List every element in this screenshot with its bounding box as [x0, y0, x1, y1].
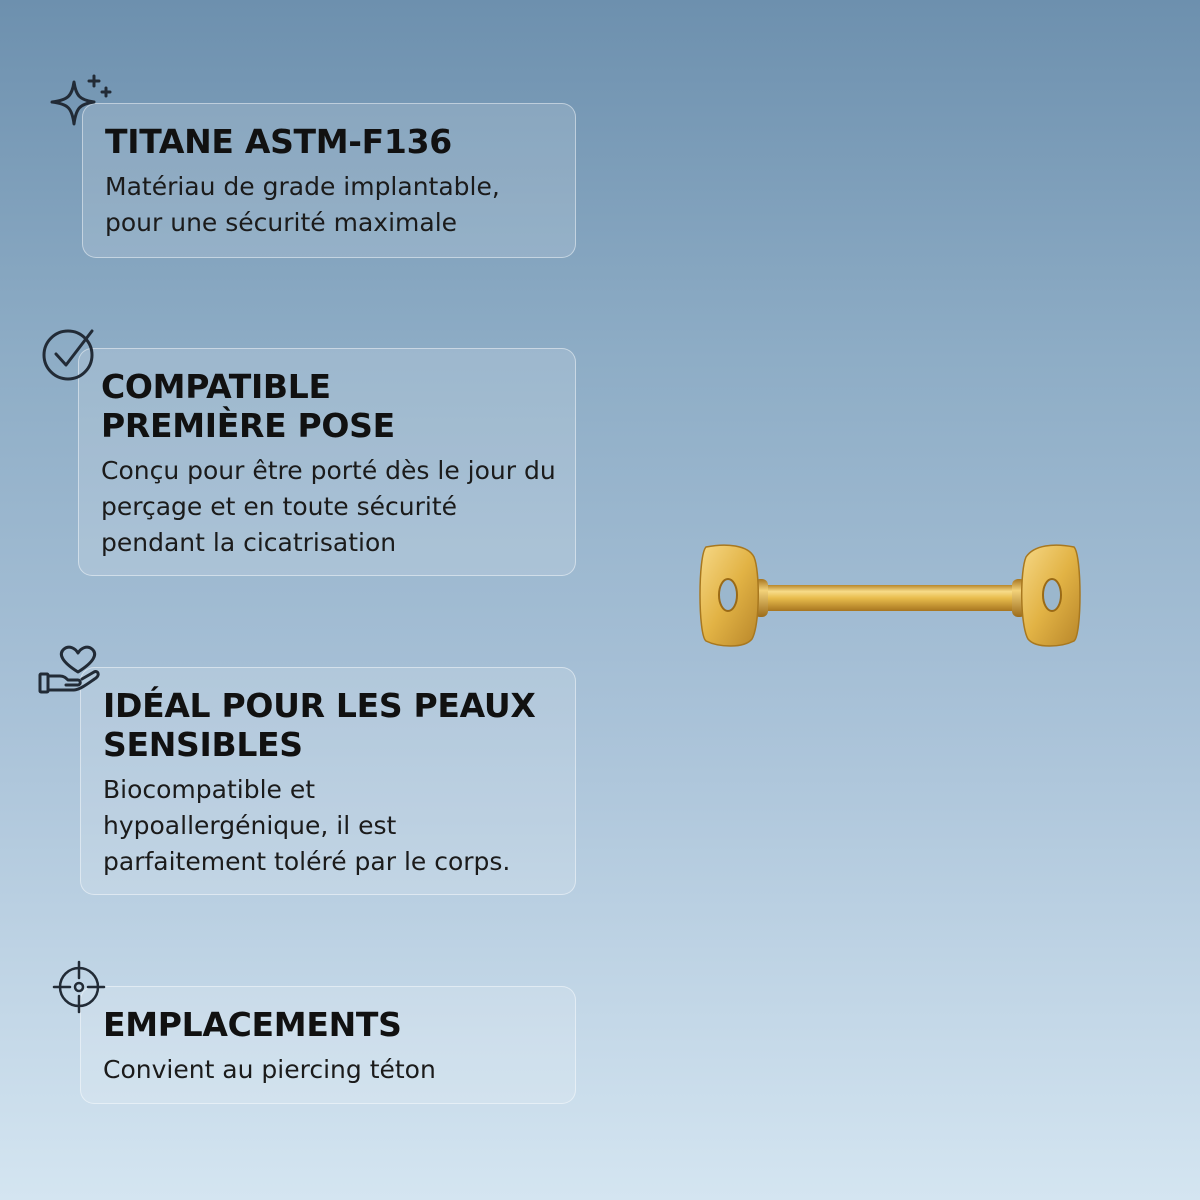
- nipple-barbell-image: [690, 535, 1090, 660]
- feature-description: Conçu pour être porté dès le jour du perçage et en toute sécurité pendant la cicatrisation: [101, 456, 556, 557]
- crosshair-icon: [52, 960, 106, 1014]
- product-image: [690, 535, 1090, 664]
- feature-card-placements: [80, 986, 576, 1104]
- feature-card-first-piercing: [78, 348, 576, 576]
- sparkle-icon: [44, 72, 116, 136]
- check-circle-icon: [42, 327, 100, 383]
- feature-description: Convient au piercing téton: [103, 1055, 436, 1084]
- hand-heart-icon: [38, 644, 108, 698]
- feature-title: COMPATIBLE PREMIÈRE POSE: [101, 367, 395, 445]
- feature-card-sensitive-skin: [80, 667, 576, 895]
- feature-description: Biocompatible et hypoallergénique, il est parfaitement toléré par le corps.: [103, 775, 511, 876]
- feature-title: IDÉAL POUR LES PEAUX SENSIBLES: [103, 686, 536, 764]
- feature-description: Matériau de grade implantable, pour une sécurité maximale: [105, 172, 500, 237]
- feature-card-titanium: [82, 103, 576, 258]
- feature-title: EMPLACEMENTS: [103, 1005, 402, 1044]
- feature-title: TITANE ASTM-F136: [105, 122, 452, 161]
